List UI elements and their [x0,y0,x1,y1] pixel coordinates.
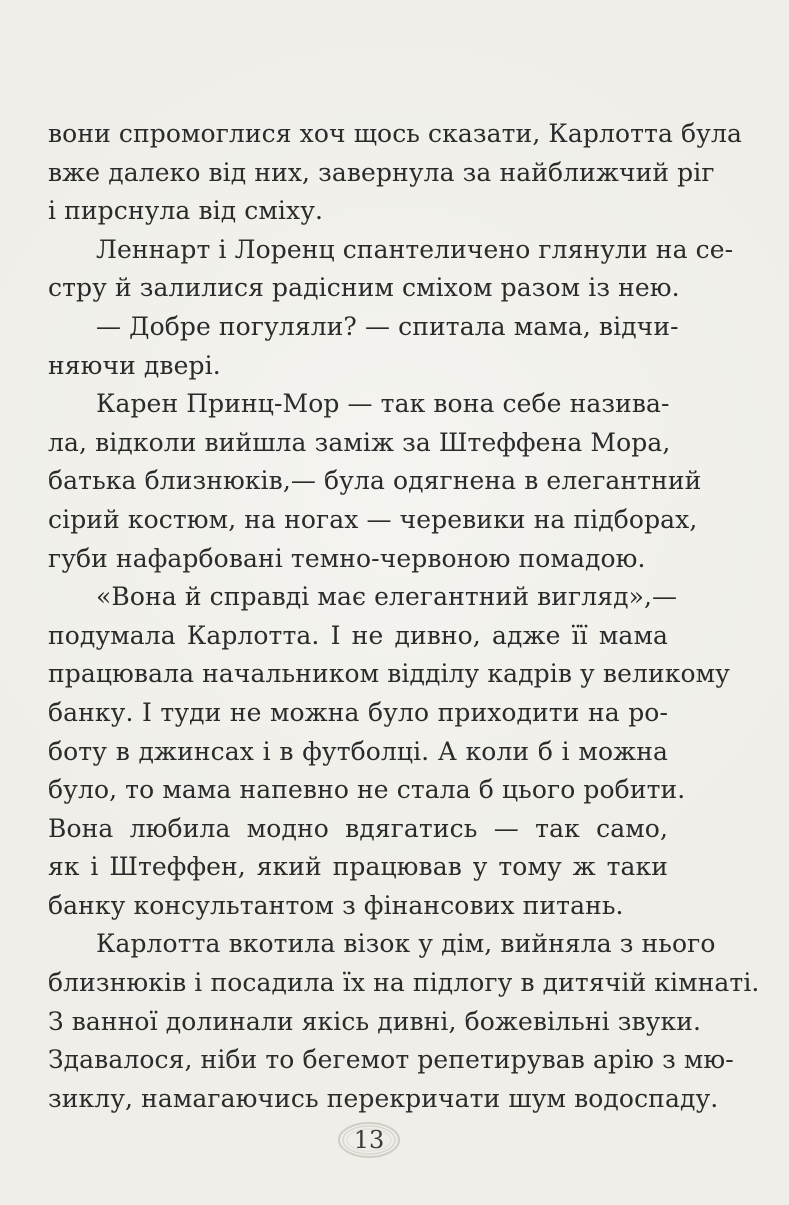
text-line: було, то мама напевно не стала б цього робити. [48,775,686,805]
text-line: «Вона й справді має елегантний вигляд»,— [96,582,678,612]
text-line: банку. І туди не можна було приходити на ро- [48,697,668,727]
text-line: як і Штеффен, який працював у тому ж таки [48,852,668,882]
text-line: ла, відколи вийшла заміж за Штеффена Мора, [48,427,671,457]
text-line: няючи двері. [48,350,221,380]
body-text [48,115,760,1118]
text-line: працювала начальником відділу кадрів у великому [48,659,730,689]
text-line: Леннарт і Лоренц спантеличено глянули на се- [96,234,734,264]
text-line: боту в джинсах і в футболці. А коли б і можна [48,736,668,766]
text-line: Здавалося, ніби то бегемот репетирував арію з мю- [48,1045,734,1075]
text-line: близнюків і посадила їх на підлогу в дитячій кімнаті. [48,968,760,998]
text-line: вони спромоглися хоч щось сказати, Карлотта була [48,119,742,148]
text-line: подумала Карлотта. І не дивно, адже її мама [48,620,668,650]
text-line: батька близнюків,— була одягнена в елегантний [48,466,702,496]
text-line: губи нафарбовані темно-червоною помадою. [48,543,646,573]
text-line: Вона любила модно вдягатись — так само, [48,813,668,843]
text-line: банку консультантом з фінансових питань. [48,890,624,920]
text-line: З ванної долинали якісь дивні, божевільні звуки. [48,1006,702,1036]
text-line: стру й залилися радісним сміхом разом із нею. [48,273,680,303]
page-number-text: 13 [353,1126,385,1154]
text-line: і пирснула від сміху. [48,196,324,226]
text-line: зиклу, намагаючись перекричати шум водоспаду. [48,1083,719,1113]
text-line: сірий костюм, на ногах — черевики на підборах, [48,504,698,534]
text-line: Карлотта вкотила візок у дім, вийняла з нього [96,929,716,959]
page-number [336,1120,402,1160]
text-line: — Добре погуляли? — спитала мама, відчи- [96,311,679,341]
text-line: Карен Принц-Мор — так вона себе назива- [96,389,670,419]
text-line: вже далеко від них, завернула за найближчий ріг [48,157,715,187]
